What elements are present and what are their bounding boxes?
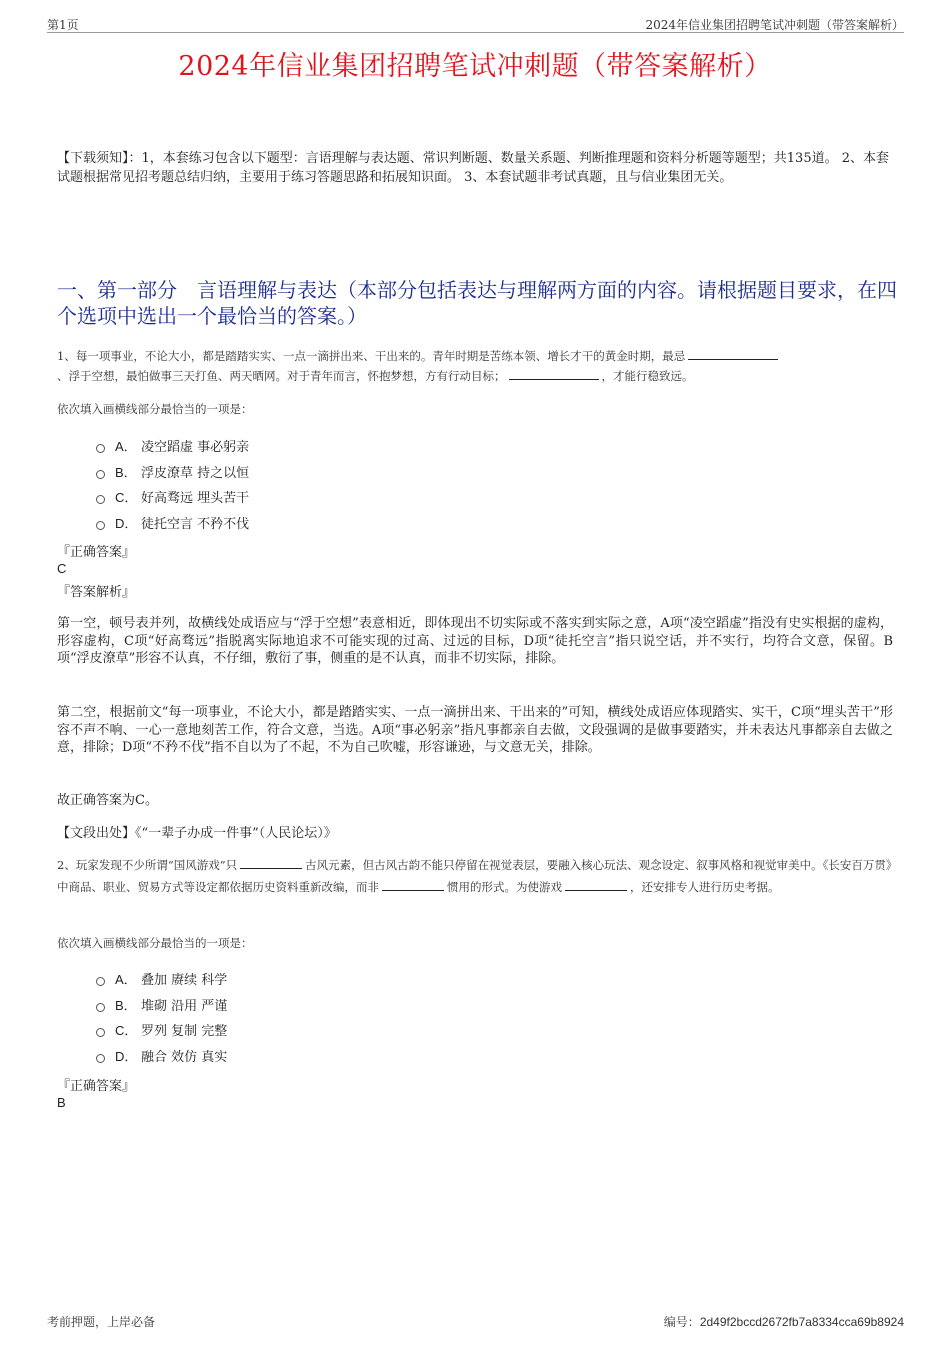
page-footer [47, 1313, 904, 1330]
page-title: 2024年信业集团招聘笔试冲刺题（带答案解析） [178, 51, 772, 82]
option-text: 凌空蹈虚 事必躬亲 [141, 440, 250, 456]
radio-icon[interactable] [96, 1054, 105, 1063]
option-text: 好高骛远 埋头苦干 [141, 491, 250, 507]
q1-option-b[interactable] [96, 459, 249, 485]
radio-icon[interactable] [96, 977, 105, 986]
q1-option-d[interactable] [96, 510, 249, 536]
q2-blank-2 [382, 879, 444, 891]
radio-icon[interactable] [96, 1028, 105, 1037]
q2-answer: B [57, 1095, 66, 1110]
page-number: 第1页 [47, 18, 79, 32]
q1-instruction: 依次填入画横线部分最恰当的一项是： [57, 402, 253, 416]
option-key: C． [115, 1023, 138, 1039]
question-1-text [57, 346, 897, 386]
option-text: 融合 效仿 真实 [141, 1049, 228, 1065]
option-key: B． [115, 464, 137, 480]
footer-slogan: 考前押题，上岸必备 [47, 1315, 156, 1329]
radio-icon[interactable] [96, 1003, 105, 1012]
q1-analysis-label: 『答案解析』 [57, 585, 136, 600]
q1-part-2: 、浮于空想，最怕做事三天打鱼、两天晒网。对于青年而言，怀抱梦想，方有行动目标； [57, 369, 506, 383]
q1-blank-1 [688, 348, 778, 360]
question-2-text [57, 854, 897, 898]
page-header [47, 16, 904, 33]
q2-part-1: 2、玩家发现不少所谓“国风游戏”只 [57, 858, 238, 872]
q1-options [96, 433, 249, 535]
q1-option-a[interactable] [96, 433, 249, 459]
q1-source: 【文段出处】《“一辈子办成一件事”（人民论坛）》 [57, 826, 337, 841]
radio-icon[interactable] [96, 470, 105, 479]
option-key: B． [115, 997, 137, 1013]
q2-part-4: ，还安排专人进行历史考据。 [630, 880, 780, 894]
q1-blank-2 [509, 368, 599, 380]
q1-conclusion: 故正确答案为C。 [57, 793, 158, 808]
footer-code-label: 编号： [663, 1315, 700, 1329]
q1-answer-label: 『正确答案』 [57, 545, 136, 560]
q1-analysis-1: 第一空，顿号表并列，故横线处成语应与“浮于空想”表意相近，即体现出不切实际或不落实到实际之意，A项“凌空蹈虚”指没有史实根据的虚构，形容虚构，C项“好高骛远”指脱离实际地追求不可能实现的过高、过远的目标，D项“徒托空言”指只说空话，并不实行，均符合文意，保留。B项“浮皮潦草”形容不认真，不仔细，敷衍了事，侧重的是不认真，而非不切实际，排除。 [57, 616, 893, 666]
option-text: 浮皮潦草 持之以恒 [141, 465, 250, 481]
q1-part-3: ，才能行稳致远。 [601, 369, 694, 383]
q2-part-2: 古风元素，但古风古韵不能只停留在视觉表层，要融入核心玩法、观念设定、叙事风格和视觉审美中。《长安百万贯》中商品、职业、贸易方式等设定都依据历史资料重新改编，而非 [57, 858, 892, 894]
footer-code [664, 1313, 904, 1330]
q1-option-c[interactable] [96, 484, 249, 510]
q2-answer-label: 『正确答案』 [57, 1079, 136, 1094]
q2-option-d[interactable] [96, 1043, 227, 1069]
option-key: D． [115, 1048, 138, 1064]
q1-part-1: 1、每一项事业，不论大小，都是踏踏实实、一点一滴拼出来、干出来的。青年时期是苦练本领、增长才干的黄金时期，最忌 [57, 349, 686, 363]
radio-icon[interactable] [96, 521, 105, 530]
q2-blank-1 [240, 857, 302, 869]
radio-icon[interactable] [96, 495, 105, 504]
radio-icon[interactable] [96, 444, 105, 453]
q2-option-a[interactable] [96, 966, 227, 992]
option-key: D． [115, 515, 138, 531]
footer-code-value: 2d49f2bccd2672fb7a8334cca69b8924 [699, 1315, 904, 1329]
q2-option-c[interactable] [96, 1017, 227, 1043]
q2-part-3: 惯用的形式。为使游戏 [447, 880, 562, 894]
q1-answer: C [57, 561, 67, 576]
option-key: A． [115, 972, 137, 988]
option-text: 叠加 赓续 科学 [141, 973, 228, 989]
option-text: 徒托空言 不矜不伐 [141, 516, 250, 532]
option-key: A． [115, 439, 137, 455]
download-notice: 【下载须知】：1，本套练习包含以下题型：言语理解与表达题、常识判断题、数量关系题、判断推理题和资料分析题等题型；共135道。 2、本套试题根据常见招考题总结归纳，主要用于练习答题思路和拓展知识面。 3、本套试题非考试真题，且与信业集团无关。 [57, 151, 889, 185]
q2-instruction: 依次填入画横线部分最恰当的一项是： [57, 936, 253, 950]
option-text: 堆砌 沿用 严谨 [141, 998, 228, 1014]
option-text: 罗列 复制 完整 [141, 1024, 228, 1040]
q2-options [96, 966, 227, 1068]
q1-analysis-2: 第二空，根据前文“每一项事业，不论大小，都是踏踏实实、一点一滴拼出来、干出来的”可知，横线处成语应体现踏实、实干，C项“埋头苦干”形容不声不响、一心一意地刻苦工作，符合文意，当选。A项“事必躬亲”指凡事都亲自去做，文段强调的是做事要踏实，并未表达凡事都亲自去做之意，排除；D项“不矜不伐”指不自以为了不起，不为自己吹嘘，形容谦逊，与文意无关，排除。 [57, 705, 893, 755]
q2-option-b[interactable] [96, 992, 227, 1018]
option-key: C． [115, 490, 138, 506]
q2-blank-3 [565, 879, 627, 891]
header-doc-title: 2024年信业集团招聘笔试冲刺题（带答案解析） [645, 18, 904, 32]
section-heading: 一、第一部分 言语理解与表达（本部分包括表达与理解两方面的内容。请根据题目要求，在四个选项中选出一个最恰当的答案。） [57, 278, 897, 328]
